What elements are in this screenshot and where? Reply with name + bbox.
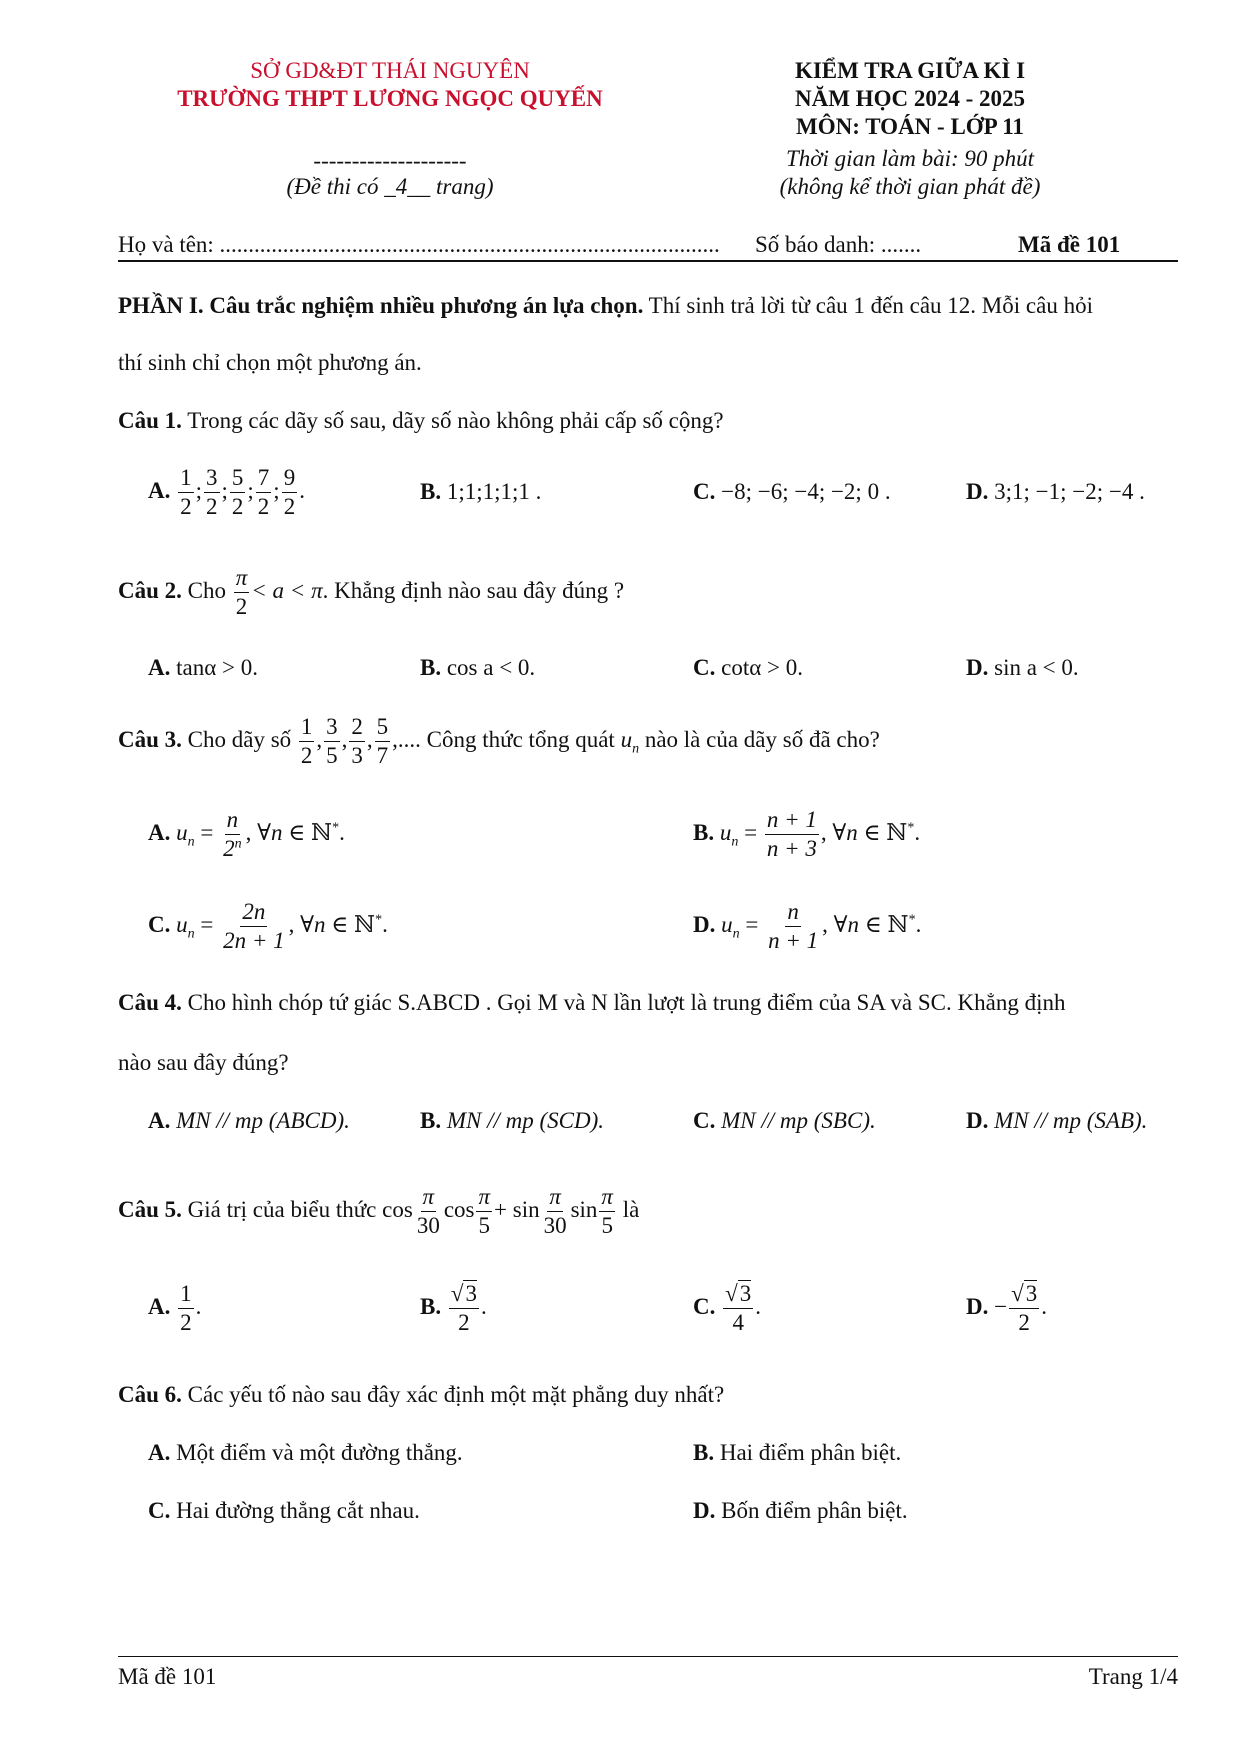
q3-option-b[interactable]: B. $u_n$ = $\frac{n + 1}{n + 3}$ , ∀n ∈ ℕ*.: [693, 807, 921, 862]
q1-option-c[interactable]: C. −8; −6; −4; −2; 0 .: [693, 479, 891, 504]
q2-option-c[interactable]: C. cotα > 0.: [693, 655, 803, 680]
q3-option-a[interactable]: A. $u_n$ = $\frac{n}{2^n}$ , ∀n ∈ ℕ*.: [148, 807, 345, 862]
dept-name: SỞ GD&ĐT THÁI NGUYÊN: [250, 58, 530, 83]
header-rule: [118, 260, 1178, 262]
q4-option-d[interactable]: D. MN // mp (SAB).: [966, 1108, 1148, 1133]
q3-option-d[interactable]: D. $u_n$ = $\frac{n}{n + 1}$ , ∀n ∈ ℕ*.: [693, 899, 922, 954]
question-3: Câu 3. Cho dãy số $\frac{1}{2}$ , $\frac{3}{5}$ , $\frac{2}{3}$ , $\frac{5}{7}$ ,.... Công thức tổng quát $u_n$ nào là của dãy số đã cho?: [118, 714, 880, 769]
time-limit: Thời gian làm bài: 90 phút: [785, 146, 1035, 171]
pages-note: (Đề thi có _4__ trang): [286, 174, 494, 199]
q2-option-a[interactable]: A. tanα > 0.: [148, 655, 258, 680]
subject: MÔN: TOÁN - LỚP 11: [796, 114, 1024, 139]
q1-option-a[interactable]: A. $\frac{1}{2}$ ; $\frac{3}{2}$ ; $\frac{5}{2}$ ; $\frac{7}{2}$ ; $\frac{9}{2}$ .: [148, 465, 305, 520]
q4-option-b[interactable]: B. MN // mp (SCD).: [420, 1108, 605, 1133]
part1-instructions-2: thí sinh chỉ chọn một phương án.: [118, 350, 422, 375]
q4-option-c[interactable]: C. MN // mp (SBC).: [693, 1108, 876, 1133]
q6-option-c[interactable]: C. Hai đường thẳng cắt nhau.: [148, 1498, 420, 1523]
q5-option-c[interactable]: C. $\frac{√3}{4}$ .: [693, 1281, 761, 1336]
name-field: Họ và tên: .......................................................................................: [118, 232, 720, 257]
school-year: NĂM HỌC 2024 - 2025: [795, 86, 1025, 111]
id-field: Số báo danh: .......: [755, 232, 922, 257]
dashes: --------------------: [313, 148, 467, 173]
q5-option-a[interactable]: A. $\frac{1}{2}$ .: [148, 1281, 202, 1336]
question-4-line2: nào sau đây đúng?: [118, 1050, 289, 1075]
question-2: Câu 2. Cho $\frac{\pi}{2}$ < a < π. Khẳng định nào sau đây đúng ?: [118, 565, 625, 620]
q6-option-d[interactable]: D. Bốn điểm phân biệt.: [693, 1498, 908, 1523]
question-4: Câu 4. Cho hình chóp tứ giác S.ABCD . Gọi M và N lần lượt là trung điểm của SA và SC. Khẳng định: [118, 990, 1066, 1015]
question-6: Câu 6. Các yếu tố nào sau đây xác định một mặt phẳng duy nhất?: [118, 1382, 725, 1407]
q5-option-d[interactable]: D. − $\frac{√3}{2}$ .: [966, 1281, 1047, 1336]
q2-option-b[interactable]: B. cos a < 0.: [420, 655, 536, 680]
exam-title: KIỂM TRA GIỮA KÌ I: [794, 58, 1026, 83]
question-5: Câu 5. Giá trị của biểu thức cos $\frac{\pi}{30}$ cos $\frac{\pi}{5}$ + sin $\frac{\pi}{30}$ sin $\frac{\pi}{5}$ là: [118, 1184, 640, 1239]
q2-option-d[interactable]: D. sin a < 0.: [966, 655, 1079, 680]
question-1: Câu 1. Trong các dãy số sau, dãy số nào không phải cấp số cộng?: [118, 408, 724, 433]
footer-page-number: Trang 1/4: [1088, 1664, 1178, 1689]
part1-instructions: PHẦN I. Câu trắc nghiệm nhiều phương án lựa chọn. Thí sinh trả lời từ câu 1 đến câu 12. Mỗi câu hỏi: [118, 293, 1093, 318]
footer-exam-code: Mã đề 101: [118, 1664, 217, 1689]
q1-option-b[interactable]: B. 1;1;1;1;1 .: [420, 479, 542, 504]
q4-option-a[interactable]: A. MN // mp (ABCD).: [148, 1108, 350, 1133]
school-name: TRƯỜNG THPT LƯƠNG NGỌC QUYẾN: [177, 86, 603, 111]
footer-rule: [118, 1656, 1178, 1657]
q1-option-d[interactable]: D. 3;1; −1; −2; −4 .: [966, 479, 1145, 504]
q5-option-b[interactable]: B. $\frac{√3}{2}$ .: [420, 1281, 487, 1336]
exam-code: Mã đề 101: [1018, 232, 1121, 257]
q3-option-c[interactable]: C. $u_n$ = $\frac{2n}{2n + 1}$ , ∀n ∈ ℕ*.: [148, 899, 388, 954]
q6-option-a[interactable]: A. Một điểm và một đường thẳng.: [148, 1440, 463, 1465]
time-note: (không kể thời gian phát đề): [779, 174, 1041, 199]
q6-option-b[interactable]: B. Hai điểm phân biệt.: [693, 1440, 902, 1465]
